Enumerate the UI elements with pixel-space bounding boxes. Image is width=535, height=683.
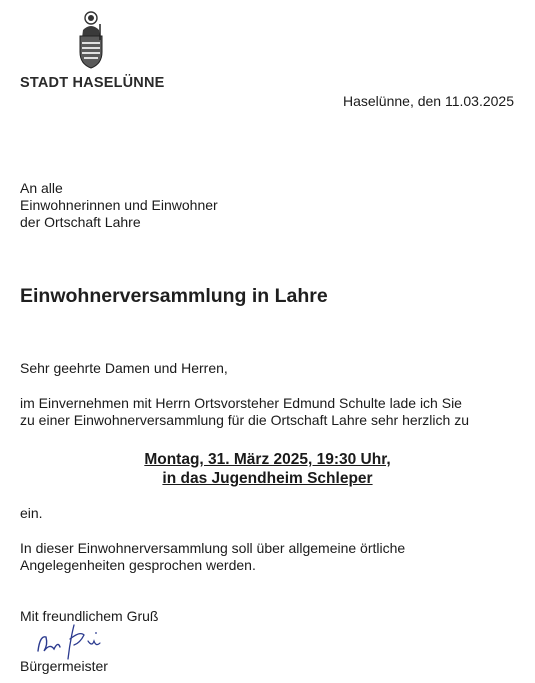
salutation: Sehr geehrte Damen und Herren, (20, 360, 228, 376)
after-event-text: ein. (20, 505, 43, 521)
signer-title: Bürgermeister (20, 658, 108, 674)
intro-line: im Einvernehmen mit Herrn Ortsvorsteher Edmund Schulte lade ich Sie (20, 395, 462, 411)
topic-line: In dieser Einwohnerversammlung soll über allgemeine örtliche (20, 540, 406, 556)
intro-paragraph (20, 395, 469, 429)
recipient-address (20, 180, 218, 231)
event-details (0, 450, 535, 488)
closing: Mit freundlichem Gruß (20, 608, 159, 624)
recipient-line: An alle (20, 180, 63, 196)
place-date: Haselünne, den 11.03.2025 (343, 93, 514, 109)
handwritten-signature (34, 621, 124, 661)
event-location: in das Jugendheim Schleper (162, 470, 373, 487)
topic-paragraph (20, 540, 405, 574)
recipient-line: der Ortschaft Lahre (20, 214, 141, 230)
organization-name: STADT HASELÜNNE (20, 75, 165, 91)
event-datetime: Montag, 31. März 2025, 19:30 Uhr, (144, 451, 391, 468)
city-coat-of-arms-icon (76, 10, 106, 70)
topic-line: Angelegenheiten gesprochen werden. (20, 557, 256, 573)
intro-line: zu einer Einwohnerversammlung für die Ortschaft Lahre sehr herzlich zu (20, 412, 469, 428)
recipient-line: Einwohnerinnen und Einwohner (20, 197, 218, 213)
letter-title: Einwohnerversammlung in Lahre (20, 285, 328, 307)
